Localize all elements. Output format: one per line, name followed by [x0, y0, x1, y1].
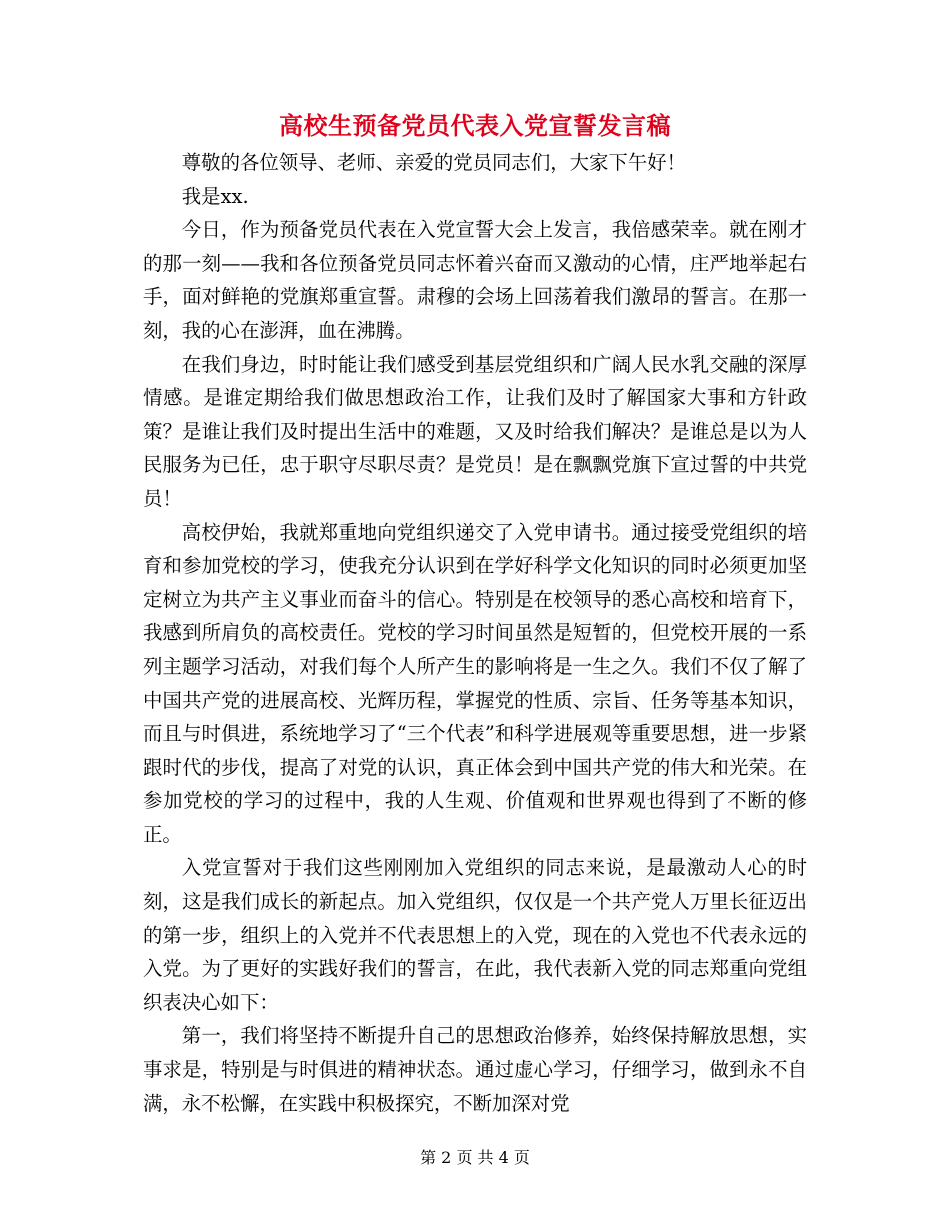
paragraph-honor: 今日，作为预备党员代表在入党宣誓大会上发言，我倍感荣幸。就在刚才的那一刻——我和各位预备党员同志怀着兴奋而又激动的心情，庄严地举起右手，面对鲜艳的党旗郑重宣誓。肃穆的会场上回荡着我们激昂的誓言。在那一刻，我的心在澎湃，血在沸腾。	[143, 218, 807, 342]
paragraph-greeting: 尊敬的各位领导、老师、亲爱的党员同志们，大家下午好！	[181, 151, 686, 174]
paragraph-self-intro: 我是xx.	[181, 184, 249, 208]
paragraph-party-members: 在我们身边，时时能让我们感受到基层党组织和广阔人民水乳交融的深厚情感。是谁定期给我们做思想政治工作，让我们及时了解国家大事和方针政策？是谁让我们及时提出生活中的难题，又及时给我们解决？是谁总是以为人民服务为已任，忠于职守尽职尽责？是党员！是在飘飘党旗下宣过誓的中共党员！	[143, 352, 807, 510]
paragraph-party-school: 高校伊始，我就郑重地向党组织递交了入党申请书。通过接受党组织的培育和参加党校的学习，使我充分认识到在学好科学文化知识的同时必须更加坚定树立为共产主义事业而奋斗的信心。特别是在校领导的悉心高校和培育下，我感到所肩负的高校责任。党校的学习时间虽然是短暂的，但党校开展的一系列主题学习活动，对我们每个人所产生的影响将是一生之久。我们不仅了解了中国共产党的进展高校、光辉历程，掌握党的性质、宗旨、任务等基本知识，而且与时俱进，系统地学习了“三个代表”和科学进展观等重要思想，进一步紧跟时代的步伐，提高了对党的认识，真正体会到中国共产党的伟大和光荣。在参加党校的学习的过程中，我的人生观、价值观和世界观也得到了不断的修正。	[143, 520, 807, 846]
paragraph-oath-meaning: 入党宣誓对于我们这些刚刚加入党组织的同志来说，是最激动人心的时刻，这是我们成长的新起点。加入党组织，仅仅是一个共产党人万里长征迈出的第一步，组织上的入党并不代表思想上的入党，现在的入党也不代表永远的入党。为了更好的实践好我们的誓言，在此，我代表新入党的同志郑重向党组织表决心如下：	[143, 856, 807, 1014]
document-body	[143, 146, 807, 1120]
document-title: 高校生预备党员代表入党宣誓发言稿	[279, 111, 671, 140]
paragraph-first-pledge: 第一，我们将坚持不断提升自己的思想政治修养，始终保持解放思想，实事求是，特别是与时俱进的精神状态。通过虚心学习，仔细学习，做到永不自满，永不松懈，在实践中积极探究，不断加深对党	[143, 1024, 807, 1115]
page-number-footer: 第 2 页 共 4 页	[420, 1148, 530, 1167]
